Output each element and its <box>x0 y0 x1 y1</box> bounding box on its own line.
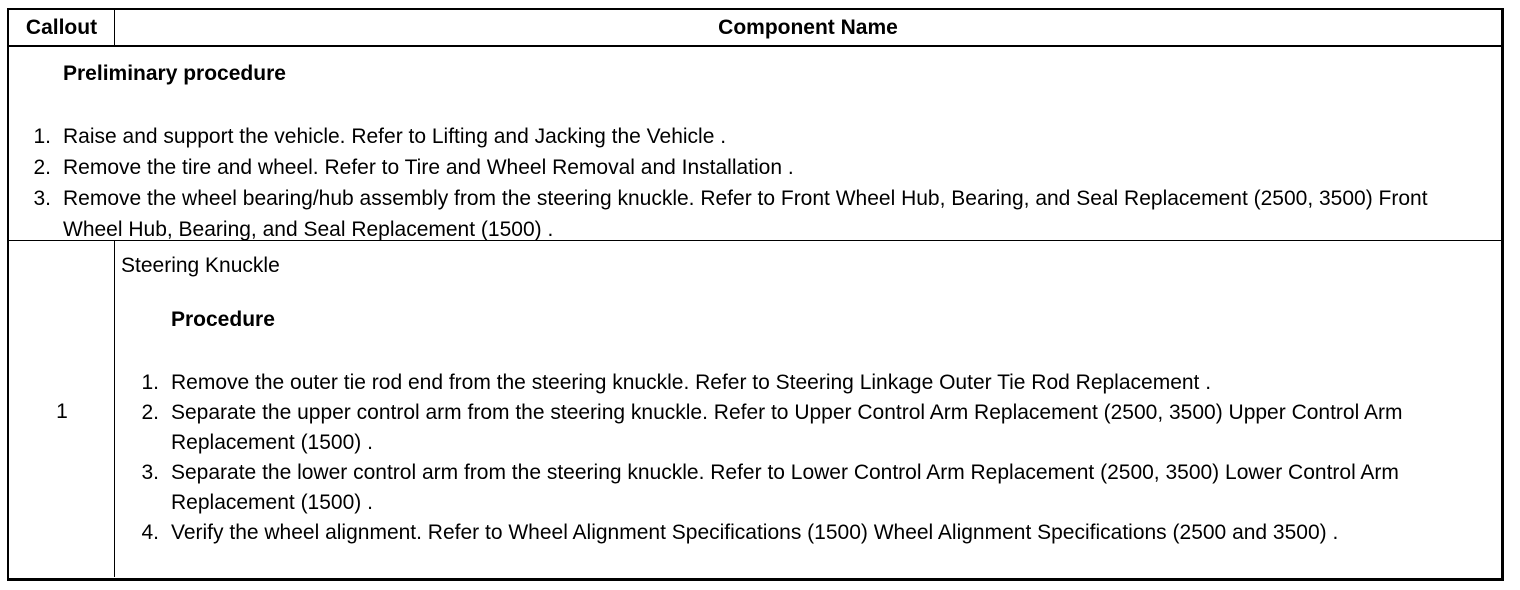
step-number: 3. <box>141 461 159 484</box>
step-text: Verify the wheel alignment. Refer to Wheel Alignment Specifications (1500) Wheel Alignment Specifications (2500 and 3500) . <box>171 521 1339 544</box>
table-header-row <box>9 10 1501 47</box>
list-item <box>125 458 1507 518</box>
component-name-column-header: Component Name <box>718 16 898 39</box>
step-number: 1. <box>141 371 159 394</box>
step-number: 1. <box>33 125 51 148</box>
procedure-steps-list <box>125 368 1507 548</box>
step-text: Separate the lower control arm from the steering knuckle. Refer to Lower Control Arm Replacement (2500, 3500) Lower Control Arm Replacement (1500) . <box>171 461 1399 514</box>
list-item <box>125 368 1507 398</box>
step-number: 2. <box>33 156 51 179</box>
component-cell <box>115 241 1501 577</box>
component-name: Steering Knuckle <box>121 254 280 277</box>
step-number: 4. <box>141 521 159 544</box>
preliminary-procedure-title: Preliminary procedure <box>63 62 286 85</box>
procedure-title: Procedure <box>171 308 275 331</box>
step-text: Raise and support the vehicle. Refer to Lifting and Jacking the Vehicle . <box>63 125 727 148</box>
procedure-table <box>7 8 1504 581</box>
step-number: 3. <box>33 187 51 210</box>
callout-column-header: Callout <box>9 10 115 45</box>
callout-cell <box>9 241 115 577</box>
table-row <box>9 241 1501 577</box>
step-text: Remove the wheel bearing/hub assembly from the steering knuckle. Refer to Front Wheel Hub, Bearing, and Seal Replacement (2500, 3500) Front Wheel Hub, Bearing, and Seal Replacement (1500) . <box>63 187 1428 241</box>
step-number: 2. <box>141 401 159 424</box>
step-text: Remove the outer tie rod end from the steering knuckle. Refer to Steering Linkage Outer Tie Rod Replacement . <box>171 371 1212 394</box>
preliminary-procedure-row <box>9 47 1501 241</box>
list-item <box>17 121 1483 152</box>
list-item <box>125 518 1507 548</box>
preliminary-steps-list <box>17 121 1483 245</box>
list-item <box>125 398 1507 458</box>
list-item <box>17 152 1483 183</box>
callout-number: 1 <box>56 400 68 423</box>
step-text: Remove the tire and wheel. Refer to Tire and Wheel Removal and Installation . <box>63 156 794 179</box>
list-item <box>17 183 1483 245</box>
step-text: Separate the upper control arm from the steering knuckle. Refer to Upper Control Arm Replacement (2500, 3500) Upper Control Arm Replacement (1500) . <box>171 401 1403 454</box>
